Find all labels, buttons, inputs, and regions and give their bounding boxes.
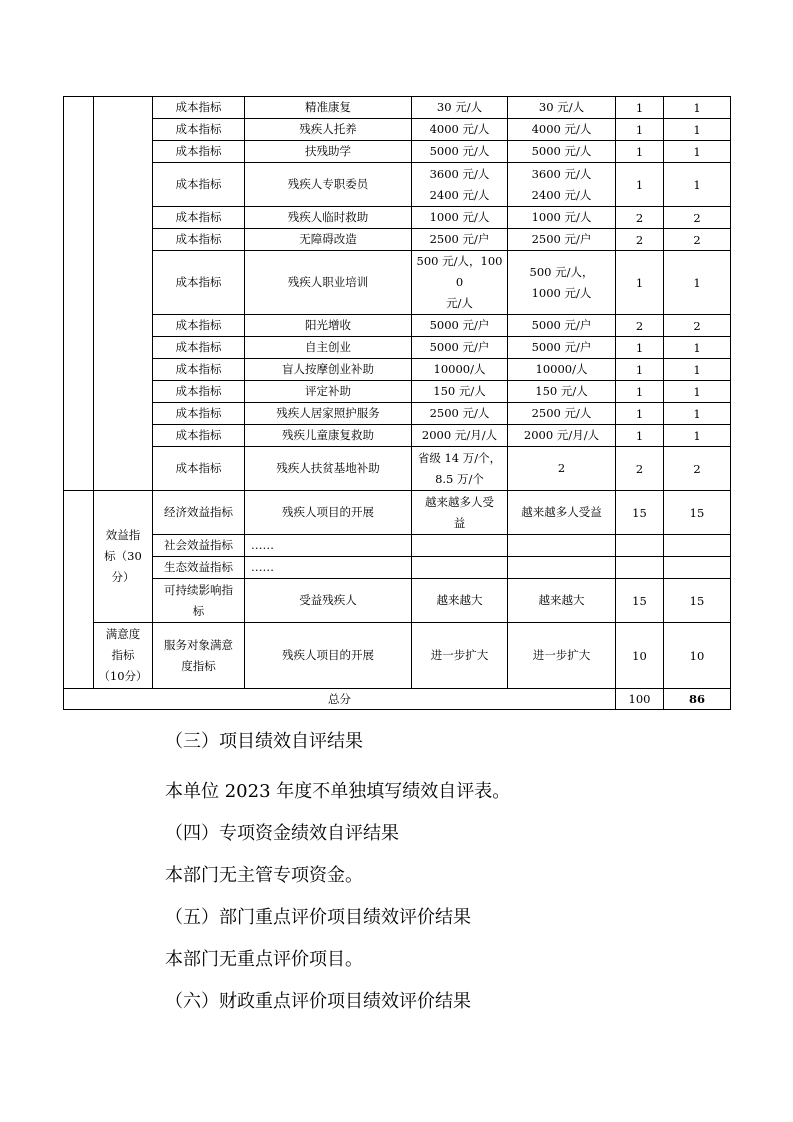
indicator-item: 残疾人托养 bbox=[245, 119, 412, 141]
table-row bbox=[64, 163, 731, 207]
indicator-category: 可持续影响指 标 bbox=[153, 579, 245, 623]
section-body-5: 本部门无重点评价项目。 bbox=[165, 949, 363, 970]
weight-value bbox=[616, 535, 664, 557]
indicator-item: 残疾人专职委员 bbox=[245, 163, 412, 207]
score-value: 1 bbox=[664, 359, 731, 381]
weight-value: 1 bbox=[616, 163, 664, 207]
table-row bbox=[64, 425, 731, 447]
empty-cell bbox=[94, 97, 153, 491]
score-value: 1 bbox=[664, 381, 731, 403]
indicator-item: 评定补助 bbox=[245, 381, 412, 403]
target-value bbox=[412, 557, 508, 579]
table-row bbox=[64, 315, 731, 337]
weight-value: 1 bbox=[616, 425, 664, 447]
table-row bbox=[64, 229, 731, 251]
section-heading-5: （五）部门重点评价项目绩效评价结果 bbox=[165, 907, 471, 928]
indicator-category: 成本指标 bbox=[153, 251, 245, 315]
weight-value: 2 bbox=[616, 207, 664, 229]
weight-value: 15 bbox=[616, 491, 664, 535]
total-score: 86 bbox=[664, 689, 731, 710]
table-row bbox=[64, 359, 731, 381]
table-row bbox=[64, 579, 731, 623]
table-row bbox=[64, 557, 731, 579]
score-value: 1 bbox=[664, 119, 731, 141]
actual-value: 越来越多人受益 bbox=[508, 491, 616, 535]
section-body-4: 本部门无主管专项资金。 bbox=[165, 865, 363, 886]
actual-value: 越来越大 bbox=[508, 579, 616, 623]
target-value: 1000 元/人 bbox=[412, 207, 508, 229]
score-value: 2 bbox=[664, 207, 731, 229]
target-value: 30 元/人 bbox=[412, 97, 508, 119]
section-heading-6: （六）财政重点评价项目绩效评价结果 bbox=[165, 991, 471, 1012]
indicator-item: 受益残疾人 bbox=[245, 579, 412, 623]
score-value: 1 bbox=[664, 97, 731, 119]
indicator-category: 成本指标 bbox=[153, 447, 245, 491]
weight-value: 1 bbox=[616, 381, 664, 403]
score-value: 10 bbox=[664, 623, 731, 689]
actual-value: 2000 元/月/人 bbox=[508, 425, 616, 447]
indicator-item: 残疾人项目的开展 bbox=[245, 491, 412, 535]
actual-value: 5000 元/户 bbox=[508, 315, 616, 337]
indicator-category: 成本指标 bbox=[153, 229, 245, 251]
weight-value: 1 bbox=[616, 337, 664, 359]
actual-value: 4000 元/人 bbox=[508, 119, 616, 141]
score-value: 15 bbox=[664, 579, 731, 623]
score-value: 1 bbox=[664, 163, 731, 207]
score-value: 1 bbox=[664, 403, 731, 425]
score-value bbox=[664, 557, 731, 579]
indicator-item: …… bbox=[245, 535, 412, 557]
indicator-category: 成本指标 bbox=[153, 425, 245, 447]
score-value: 15 bbox=[664, 491, 731, 535]
target-value: 500 元/人，1000 元/人 bbox=[412, 251, 508, 315]
weight-value: 1 bbox=[616, 141, 664, 163]
benefit-group-label: 效益指 标（30 分） bbox=[94, 491, 153, 623]
indicator-category: 服务对象满意 度指标 bbox=[153, 623, 245, 689]
score-value: 1 bbox=[664, 337, 731, 359]
total-label: 总分 bbox=[64, 689, 616, 710]
indicator-category: 成本指标 bbox=[153, 119, 245, 141]
weight-value: 2 bbox=[616, 315, 664, 337]
table-row bbox=[64, 337, 731, 359]
table-row bbox=[64, 141, 731, 163]
actual-value: 150 元/人 bbox=[508, 381, 616, 403]
indicator-item: 阳光增收 bbox=[245, 315, 412, 337]
indicator-item: 残疾人职业培训 bbox=[245, 251, 412, 315]
score-value: 2 bbox=[664, 447, 731, 491]
target-value: 省级 14 万/个， 8.5 万/个 bbox=[412, 447, 508, 491]
indicator-category: 成本指标 bbox=[153, 207, 245, 229]
table-row bbox=[64, 491, 731, 535]
section-body-3: 本单位 2023 年度不单独填写绩效自评表。 bbox=[165, 781, 511, 802]
weight-value: 1 bbox=[616, 97, 664, 119]
target-value bbox=[412, 535, 508, 557]
indicator-category: 成本指标 bbox=[153, 163, 245, 207]
table-row bbox=[64, 447, 731, 491]
actual-value: 2500 元/户 bbox=[508, 229, 616, 251]
target-value: 越来越多人受 益 bbox=[412, 491, 508, 535]
score-value bbox=[664, 535, 731, 557]
score-value: 2 bbox=[664, 229, 731, 251]
actual-value: 500 元/人， 1000 元/人 bbox=[508, 251, 616, 315]
indicator-category: 生态效益指标 bbox=[153, 557, 245, 579]
section-heading-3: （三）项目绩效自评结果 bbox=[165, 731, 363, 752]
actual-value: 30 元/人 bbox=[508, 97, 616, 119]
weight-value: 1 bbox=[616, 251, 664, 315]
indicator-category: 成本指标 bbox=[153, 97, 245, 119]
indicator-category: 成本指标 bbox=[153, 337, 245, 359]
weight-value: 1 bbox=[616, 119, 664, 141]
score-value: 1 bbox=[664, 141, 731, 163]
target-value: 越来越大 bbox=[412, 579, 508, 623]
weight-value: 2 bbox=[616, 229, 664, 251]
target-value: 5000 元/人 bbox=[412, 141, 508, 163]
target-value: 2500 元/人 bbox=[412, 403, 508, 425]
table-row bbox=[64, 251, 731, 315]
table-row bbox=[64, 535, 731, 557]
indicator-item: 残疾人临时救助 bbox=[245, 207, 412, 229]
indicator-category: 成本指标 bbox=[153, 315, 245, 337]
indicator-item: 残疾人项目的开展 bbox=[245, 623, 412, 689]
target-value: 4000 元/人 bbox=[412, 119, 508, 141]
indicator-category: 成本指标 bbox=[153, 141, 245, 163]
actual-value: 10000/人 bbox=[508, 359, 616, 381]
score-value: 2 bbox=[664, 315, 731, 337]
actual-value: 5000 元/户 bbox=[508, 337, 616, 359]
table-row bbox=[64, 623, 731, 689]
indicator-item: …… bbox=[245, 557, 412, 579]
indicator-category: 经济效益指标 bbox=[153, 491, 245, 535]
performance-table bbox=[63, 96, 731, 710]
weight-value: 1 bbox=[616, 403, 664, 425]
weight-value: 1 bbox=[616, 359, 664, 381]
target-value: 10000/人 bbox=[412, 359, 508, 381]
actual-value: 2 bbox=[508, 447, 616, 491]
indicator-category: 成本指标 bbox=[153, 359, 245, 381]
table-row bbox=[64, 119, 731, 141]
target-value: 5000 元/户 bbox=[412, 337, 508, 359]
indicator-item: 残疾儿童康复救助 bbox=[245, 425, 412, 447]
indicator-item: 精准康复 bbox=[245, 97, 412, 119]
actual-value: 3600 元/人 2400 元/人 bbox=[508, 163, 616, 207]
empty-cell bbox=[64, 97, 94, 491]
table-row bbox=[64, 97, 731, 119]
actual-value: 2500 元/人 bbox=[508, 403, 616, 425]
actual-value: 5000 元/人 bbox=[508, 141, 616, 163]
total-row bbox=[64, 689, 731, 710]
target-value: 150 元/人 bbox=[412, 381, 508, 403]
indicator-item: 扶残助学 bbox=[245, 141, 412, 163]
actual-value: 进一步扩大 bbox=[508, 623, 616, 689]
section-heading-4: （四）专项资金绩效自评结果 bbox=[165, 823, 399, 844]
indicator-item: 自主创业 bbox=[245, 337, 412, 359]
target-value: 2500 元/户 bbox=[412, 229, 508, 251]
actual-value bbox=[508, 535, 616, 557]
empty-cell bbox=[64, 491, 94, 689]
weight-value bbox=[616, 557, 664, 579]
score-value: 1 bbox=[664, 251, 731, 315]
actual-value: 1000 元/人 bbox=[508, 207, 616, 229]
target-value: 3600 元/人 2400 元/人 bbox=[412, 163, 508, 207]
indicator-item: 无障碍改造 bbox=[245, 229, 412, 251]
table-row bbox=[64, 381, 731, 403]
target-value: 进一步扩大 bbox=[412, 623, 508, 689]
table-row bbox=[64, 207, 731, 229]
indicator-category: 成本指标 bbox=[153, 381, 245, 403]
total-weight: 100 bbox=[616, 689, 664, 710]
indicator-item: 残疾人居家照护服务 bbox=[245, 403, 412, 425]
table-row bbox=[64, 403, 731, 425]
indicator-category: 社会效益指标 bbox=[153, 535, 245, 557]
indicator-item: 残疾人扶贫基地补助 bbox=[245, 447, 412, 491]
target-value: 5000 元/户 bbox=[412, 315, 508, 337]
indicator-item: 盲人按摩创业补助 bbox=[245, 359, 412, 381]
weight-value: 2 bbox=[616, 447, 664, 491]
actual-value bbox=[508, 557, 616, 579]
target-value: 2000 元/月/人 bbox=[412, 425, 508, 447]
satisfaction-group-label: 满意度 指标 （10分） bbox=[94, 623, 153, 689]
weight-value: 15 bbox=[616, 579, 664, 623]
indicator-category: 成本指标 bbox=[153, 403, 245, 425]
weight-value: 10 bbox=[616, 623, 664, 689]
score-value: 1 bbox=[664, 425, 731, 447]
table-body bbox=[64, 97, 731, 710]
